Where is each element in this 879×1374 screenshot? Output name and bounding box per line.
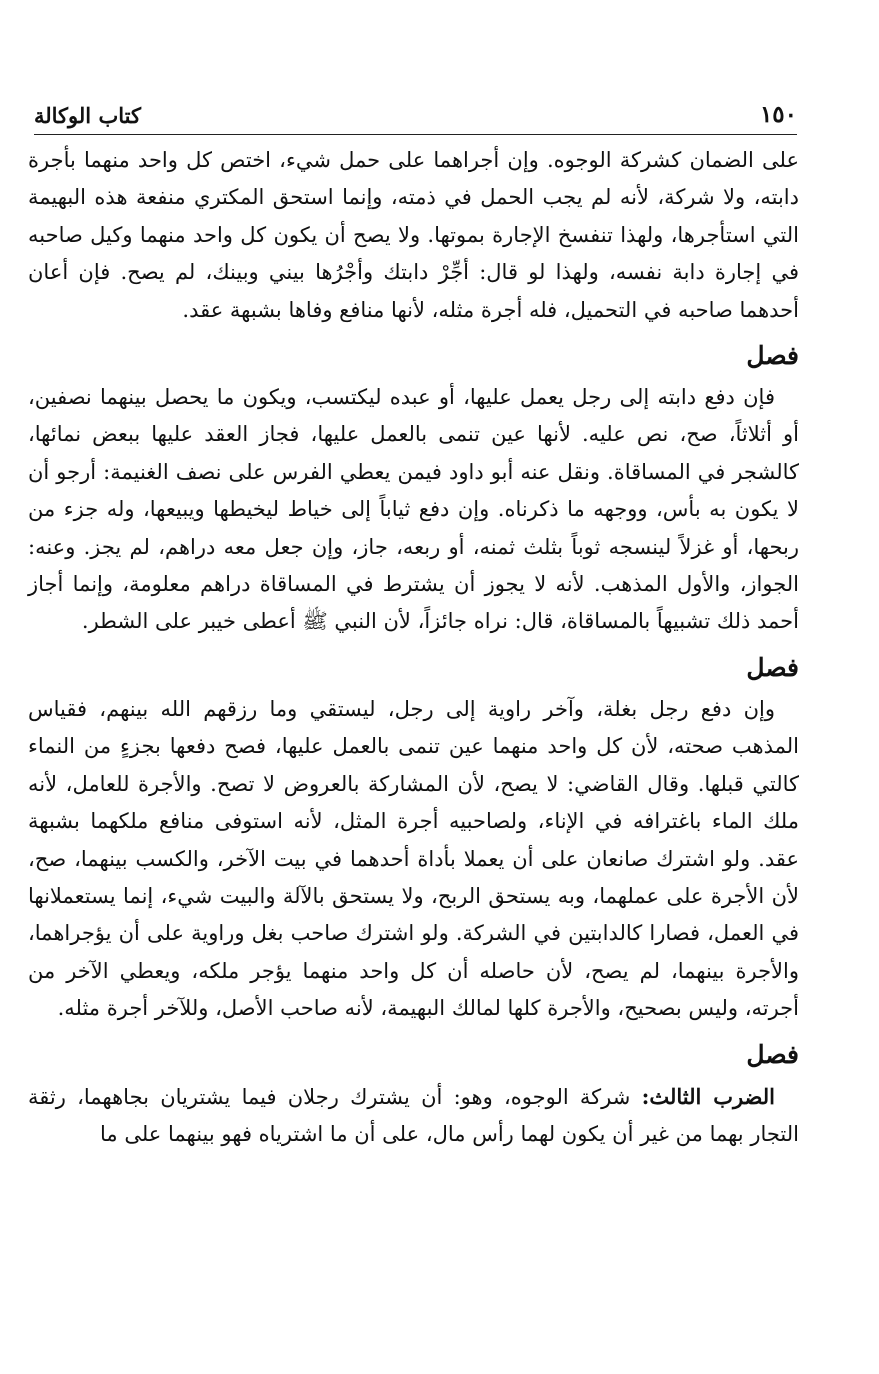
running-title: كتاب الوكالة (34, 103, 141, 128)
section-heading-2: فصل (746, 652, 799, 682)
paragraph-2: فإن دفع دابته إلى رجل يعمل عليها، أو عبده ليكتسب، ويكون ما يحصل بينهما نصفين، أو أثلاثاً، صح، نص عليه. لأنها عين تنمى بالعمل عليها، فجاز العقد عليها ببعض نمائها، كالشجر في المساقاة. ونقل عنه أبو داود فيمن يعطي الفرس على نصف الغنيمة: أرجو أن لا يكون به بأس، ووجهه ما ذكرناه. وإن دفع ثياباً إلى خياط ليخيطها ويبيعها، وله جزء من ربحها، أو غزلاً لينسجه ثوباً بثلث ثمنه، أو ربعه، جاز، وإن جعل معه دراهم، لم يجز. وعنه: الجواز، والأول المذهب. لأنه لا يجوز أن يشترط في المساقاة دراهم معلومة، وإنما أجاز أحمد ذلك تشبيهاً بالمساقاة، قال: نراه جائزاً، لأن النبي ﷺ أعطى خيبر على الشطر. (28, 385, 799, 634)
paragraph-4-lead: الضرب الثالث: (641, 1083, 776, 1109)
paragraph-3: وإن دفع رجل بغلة، وآخر راوية إلى رجل، ليستقي وما رزقهم الله بينهم، فقياس المذهب صحته، لأن كل واحد منهما عين تنمى بالعمل عليها، فصح دفعها بجزءٍ من النماء كالتي قبلها. وقال القاضي: لا يصح، لأن المشاركة بالعروض لا تصح. والأجرة للعامل، لأنه ملك الماء باغترافه في الإناء، ولصاحبيه أجرة المثل، لأنه استوفى منافع ملكهما بشبهة عقد. ولو اشترك صانعان على أن يعملا بأداة أحدهما في بيت الآخر، والكسب بينهما، صح، لأن الأجرة على عملهما، وبه يستحق الربح، ولا يستحق بالآلة والبيت شيء، إنما يستعملانها في العمل، فصارا كالدابتين في الشركة. ولو اشترك صاحب بغل وراوية على أن يؤجراهما، والأجرة بينهما، لم يصح، لأن حاصله أن كل واحد منهما يؤجر ملكه، ويعطي الآخر من أجرته، وليس بصحيح، والأجرة كلها لمالك البهيمة، لأنه صاحب الأصل، وللآخر أجرة مثله. (28, 696, 799, 1021)
page-number: ١٥٠ (759, 101, 797, 128)
paragraph-4 (28, 1078, 799, 1154)
section-heading-1: فصل (746, 341, 799, 371)
paragraph-4-text: شركة الوجوه، وهو: أن يشترك رجلان فيما يشتريان بجاههما، رثقة التجار بهما من غير أن يكون لهما رأس مال، على أن ما اشترياه فهو بينهما على ما (28, 1084, 799, 1146)
paragraph-1: على الضمان كشركة الوجوه. وإن أجراهما على حمل شيء، اختص كل واحد منهما بأجرة دابته، ولا شركة، لأنه لم يجب الحمل في ذمته، وإنما استحق المكتري منفعة هذه البهيمة التي استأجرها، ولهذا تنفسخ الإجارة بموتها. ولا يصح أن يكون كل واحد منهما وكيل صاحبه في إجارة دابة نفسه، ولهذا لو قال: أجِّرْ دابتك وأجْرُها بيني وبينك، لم يصح. فإن أعان أحدهما صاحبه في التحميل، فله أجرة مثله، لأنها منافع وفاها بشبهة عقد. (28, 148, 799, 322)
section-heading-3: فصل (746, 1039, 799, 1069)
page-body (28, 142, 799, 1153)
page-header (34, 92, 797, 135)
